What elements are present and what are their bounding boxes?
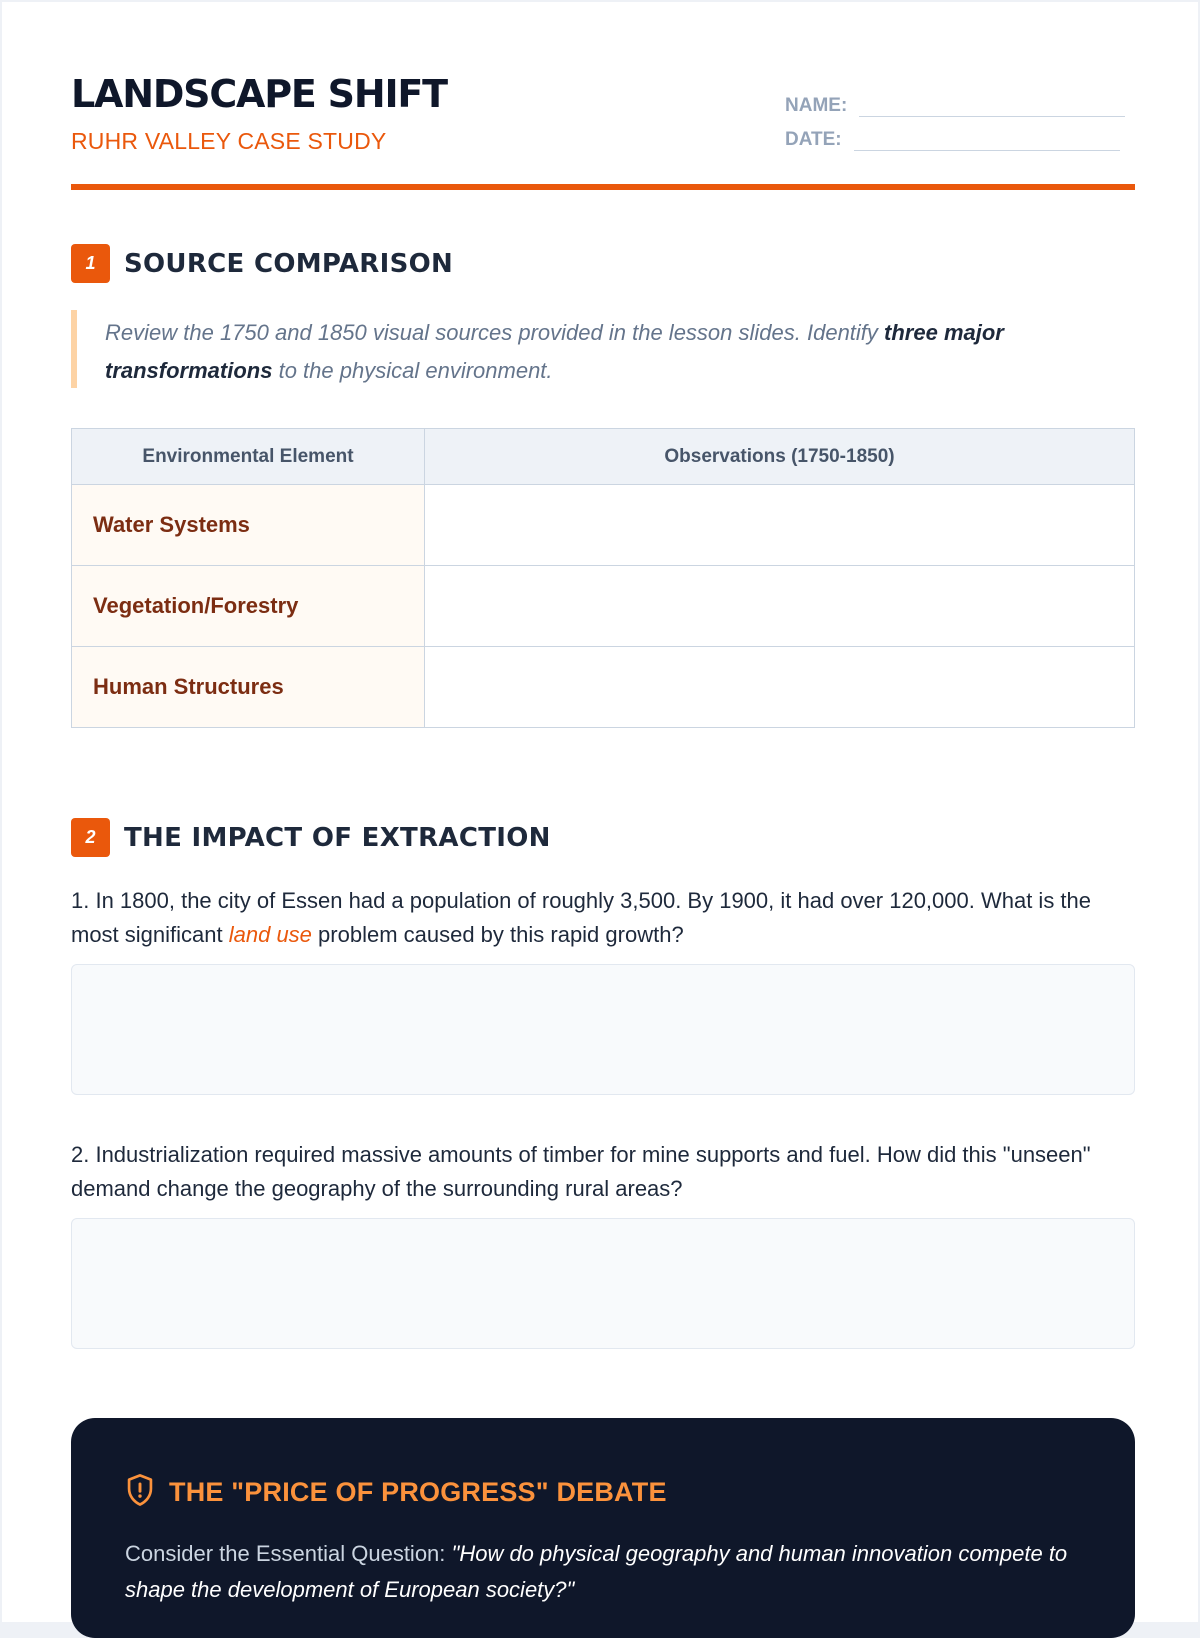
- element-cell: Water Systems: [72, 485, 425, 566]
- header-divider: [71, 184, 1135, 190]
- debate-title: THE "PRICE OF PROGRESS" DEBATE: [169, 1477, 667, 1507]
- instruction-emphasis: three major transformations: [105, 320, 1004, 383]
- observation-cell[interactable]: [425, 647, 1135, 728]
- page-title: LANDSCAPE SHIFT: [71, 72, 447, 116]
- instruction-text: Review the 1750 and 1850 visual sources provided in the lesson slides. Identify: [105, 320, 885, 345]
- question-1: [71, 884, 1135, 952]
- table-row: [72, 647, 1135, 728]
- name-label: NAME:: [785, 95, 848, 116]
- question-1-keyword: land use: [228, 922, 312, 947]
- instruction-callout: [71, 310, 1135, 388]
- section-title: THE IMPACT OF EXTRACTION: [124, 822, 551, 853]
- essential-question: "How do physical geography and human innovation compete to shape the development of European society?": [125, 1541, 1068, 1602]
- observation-table: [71, 428, 1135, 728]
- column-header: Environmental Element: [72, 429, 425, 485]
- date-field[interactable]: [854, 128, 1120, 151]
- question-1-text: 1. In 1800, the city of Essen had a population of roughly 3,500. By 1900, it had over 120,000. What is the most significant: [71, 888, 1092, 947]
- debate-lead: Consider the Essential Question:: [125, 1541, 452, 1566]
- worksheet-page: [2, 2, 1198, 1622]
- table-row: [72, 485, 1135, 566]
- answer-box-1[interactable]: [71, 964, 1135, 1095]
- debate-heading: [125, 1473, 667, 1512]
- page-subtitle: RUHR VALLEY CASE STUDY: [71, 128, 387, 154]
- section-number-badge: 1: [71, 244, 110, 283]
- element-cell: Human Structures: [72, 647, 425, 728]
- section-title: SOURCE COMPARISON: [124, 248, 454, 279]
- observation-cell[interactable]: [425, 566, 1135, 647]
- section-2-heading: [71, 818, 551, 857]
- debate-prompt: [125, 1536, 1085, 1608]
- column-header: Observations (1750-1850): [425, 429, 1135, 485]
- instruction-text-end: to the physical environment.: [272, 358, 553, 383]
- answer-box-2[interactable]: [71, 1218, 1135, 1349]
- name-field[interactable]: [859, 94, 1125, 117]
- table-header-row: [72, 429, 1135, 485]
- shield-alert-icon: [125, 1473, 155, 1512]
- section-number-badge: 2: [71, 818, 110, 857]
- section-1-heading: [71, 244, 453, 283]
- date-label: DATE:: [785, 129, 842, 150]
- element-cell: Vegetation/Forestry: [72, 566, 425, 647]
- table-row: [72, 566, 1135, 647]
- question-2: 2. Industrialization required massive amounts of timber for mine supports and fuel. How did this "unseen" demand change the geography of the surrounding rural areas?: [71, 1142, 1091, 1201]
- worksheet-header: [71, 72, 1135, 190]
- observation-cell[interactable]: [425, 485, 1135, 566]
- debate-panel: [71, 1418, 1135, 1638]
- question-1-text-end: problem caused by this rapid growth?: [311, 922, 684, 947]
- date-row: [785, 128, 1120, 151]
- name-row: [785, 94, 1125, 117]
